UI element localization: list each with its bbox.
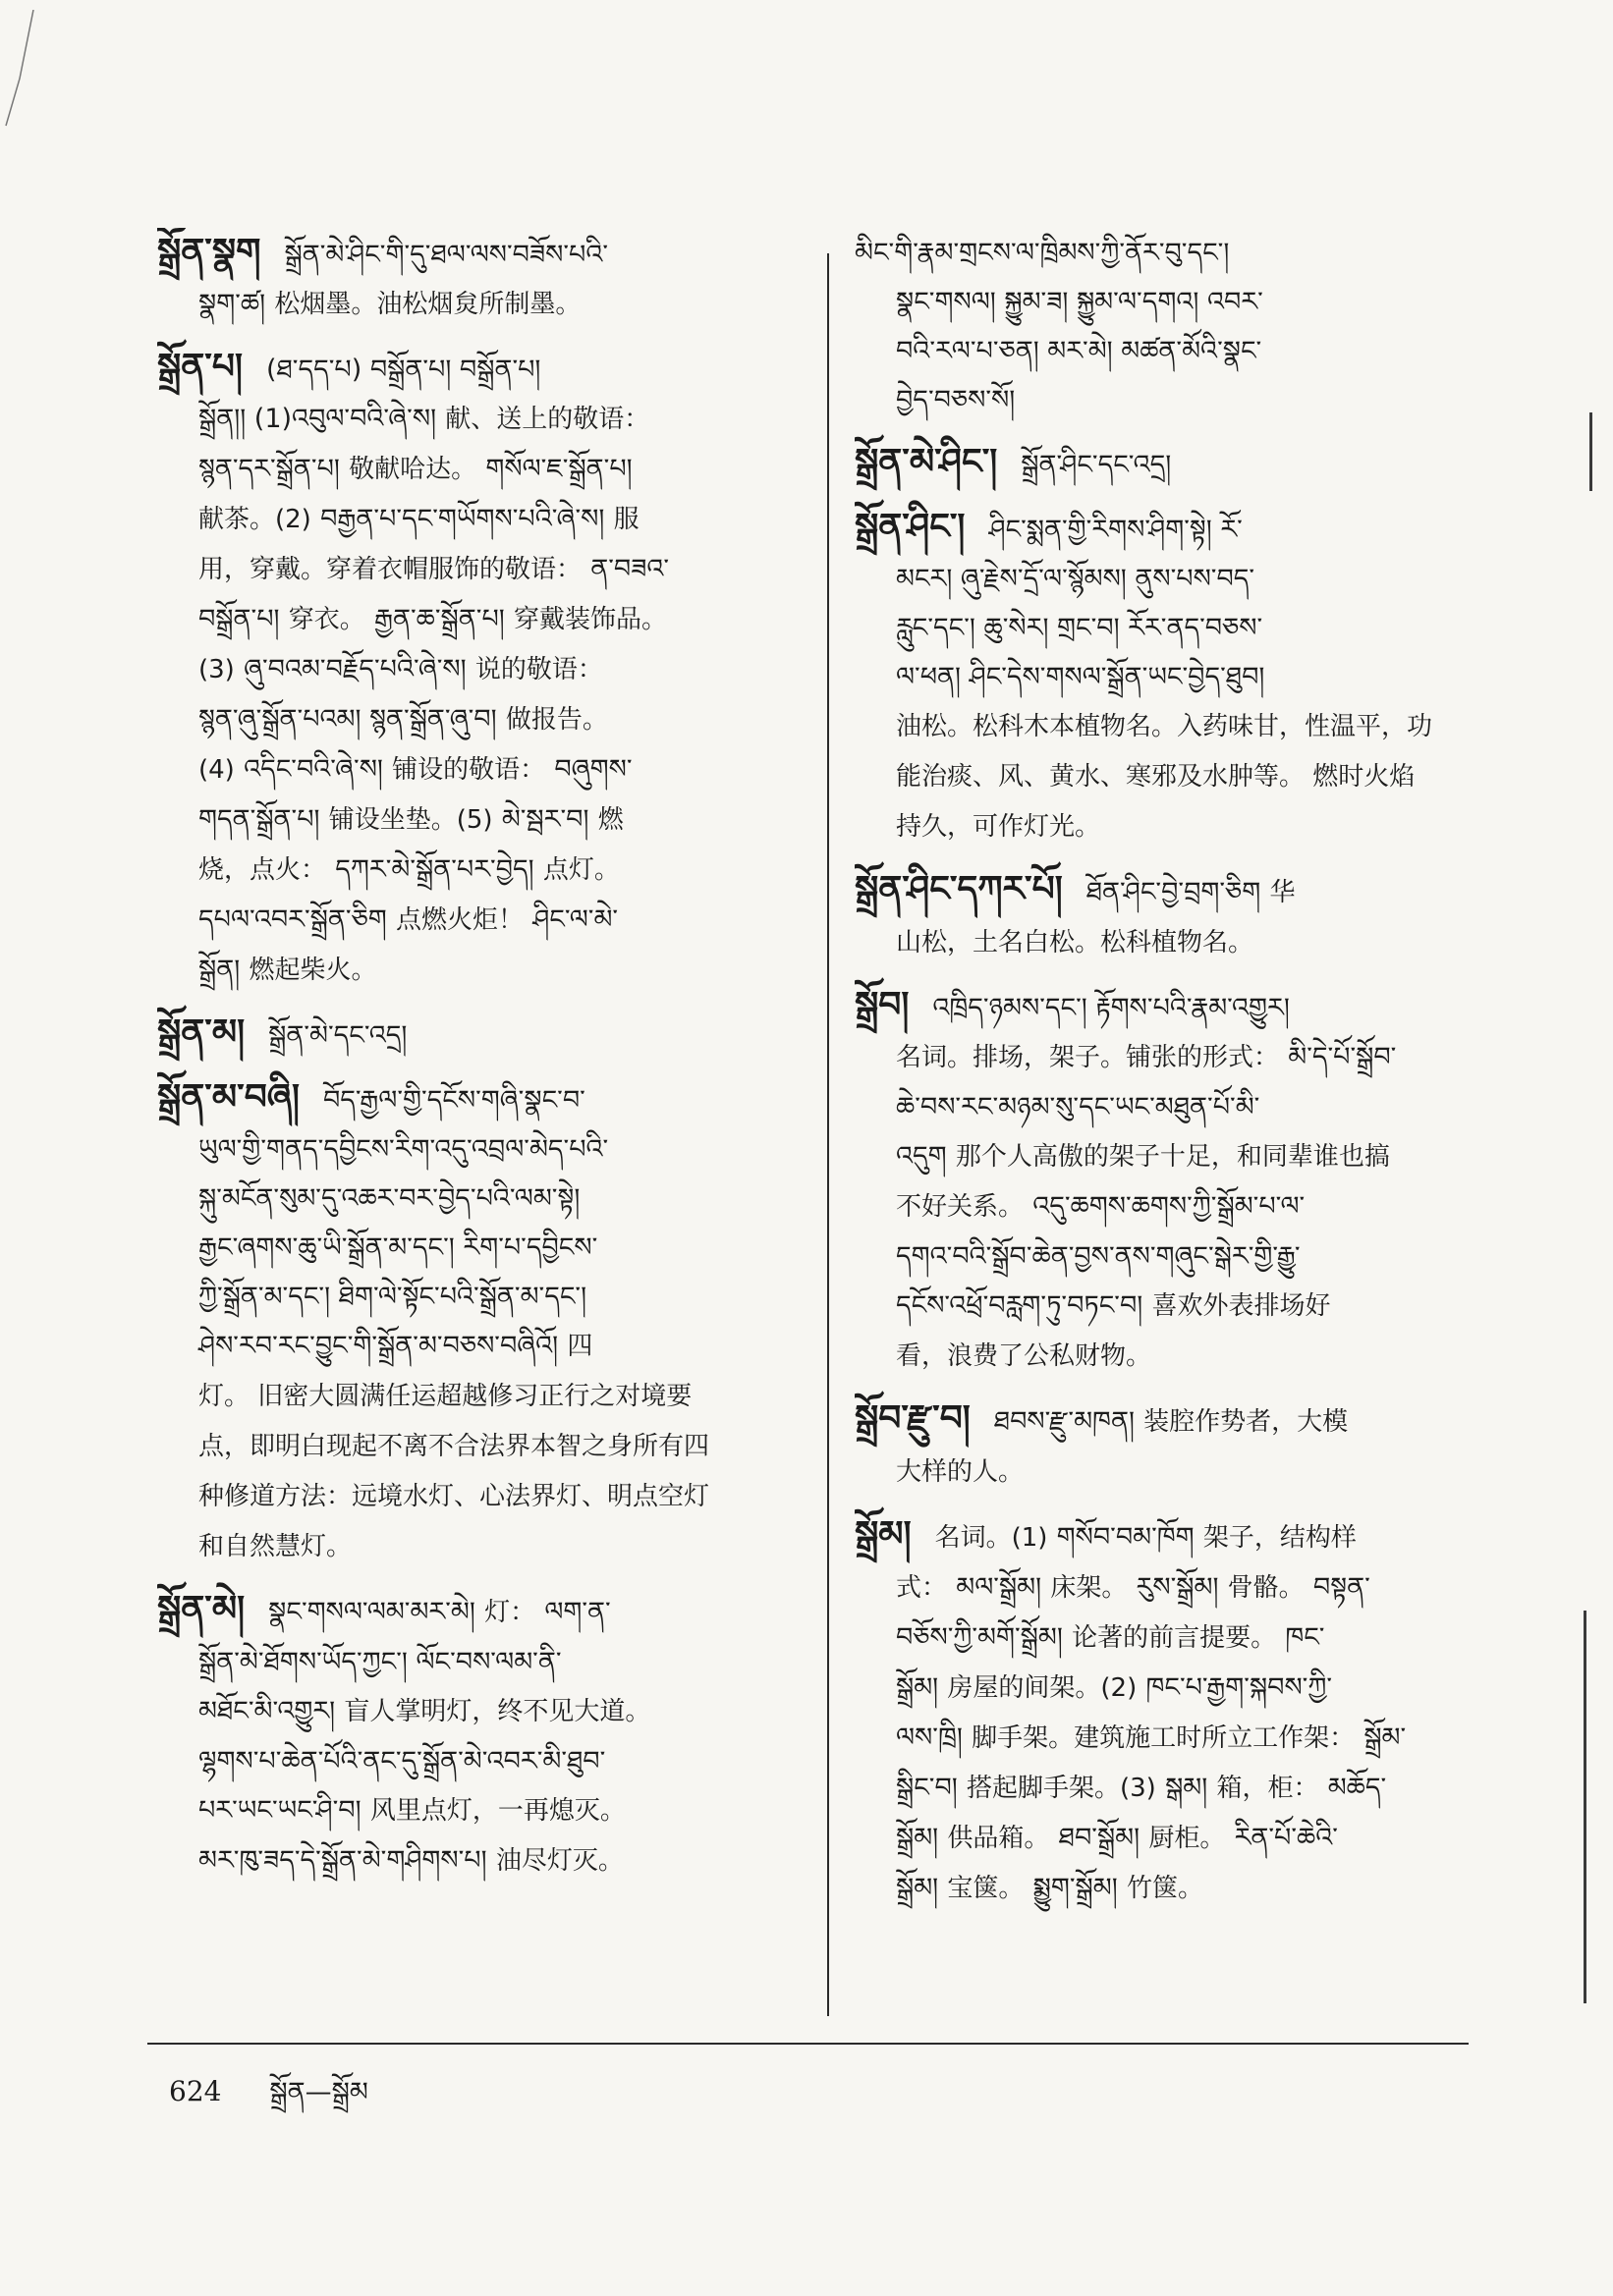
entry-line <box>855 1131 1483 1181</box>
chinese-text: 点燃火炬！ <box>395 905 524 935</box>
chinese-text: 用，穿戴。穿着衣帽服饰的敬语： <box>198 555 583 584</box>
tibetan-text: སྒྲོན་མེ་ཤིང་གི་དུ་ཐལ་ལས་བཟོས་པའི་ <box>284 240 609 270</box>
dictionary-entry <box>855 865 1483 967</box>
tibetan-text: གསོལ་ཇ་སྒྲོན་པ། <box>485 454 633 484</box>
entry-line <box>855 1394 1483 1447</box>
entry-line <box>157 1637 804 1686</box>
chinese-text: 灯： <box>484 1598 536 1627</box>
tibetan-text: (ཐ་དད་པ) བསྒྲོན་པ། བསྒྲོན་པ། <box>265 355 541 385</box>
chinese-text: (3) <box>198 655 235 684</box>
chinese-text: 穿衣。 <box>288 605 365 634</box>
footer-rule <box>147 2043 1469 2045</box>
entry-line <box>855 1032 1483 1082</box>
tibetan-text: དངོས་འཕྲོ་བརླག་ཏུ་བཏང་བ། <box>896 1290 1143 1321</box>
chinese-text: 四 <box>567 1332 593 1361</box>
tibetan-text: ཤེས་རབ་རང་བྱུང་གི་སྒྲོན་མ་བཅས་བཞིའོ། <box>198 1331 559 1361</box>
tibetan-text: བསྟན་ <box>1312 1572 1370 1603</box>
tibetan-text: དཔལ་འབར་སྒྲོན་ཅིག <box>198 904 387 935</box>
entry-line <box>157 1174 804 1223</box>
chinese-text: 燃起柴火。 <box>249 956 377 985</box>
entry-line <box>855 1863 1483 1913</box>
tibetan-text: སྒྲོན་མེ་དང་འདྲ། <box>268 1020 408 1051</box>
chinese-text: 名词。(1) <box>934 1523 1048 1553</box>
entry-line <box>157 1009 804 1060</box>
chinese-text: 油尽灯灭。 <box>495 1846 624 1876</box>
chinese-text: 种修道方法：远境水灯、心法界灯、明点空灯 <box>198 1482 710 1511</box>
chinese-text: 能治痰、风、黄水、寒邪及水肿等。 燃时火焰 <box>896 762 1416 792</box>
tibetan-text: བོད་རྒྱལ་གྱི་དངོས་གཞི་སྣང་བ་ <box>322 1085 585 1116</box>
entry-line <box>855 865 1483 917</box>
entry-line <box>855 1663 1483 1713</box>
page-footer <box>169 2062 368 2137</box>
entry-line <box>855 917 1483 967</box>
chinese-text: 服 <box>613 505 640 534</box>
tibetan-text: སྣག་ཚ། <box>198 289 266 319</box>
entry-line <box>157 644 804 694</box>
tibetan-text: ཆེ་བས་རང་མཉམ་སུ་དང་ཡང་མཐུན་པོ་མི་ <box>896 1092 1260 1122</box>
chinese-text: 喜欢外表排场好 <box>1151 1291 1331 1321</box>
chinese-text: 山松，土名白松。松科植物名。 <box>896 928 1254 957</box>
entry-line <box>157 343 804 394</box>
tibetan-text: སྙན་དར་སྒྲོན་པ། <box>198 454 340 484</box>
tibetan-text: ཁང་པ་རྒྱག་སྐབས་ཀྱི་ <box>1145 1672 1333 1703</box>
page-number: 624 <box>169 2075 222 2107</box>
dictionary-entry <box>157 1585 804 1886</box>
tibetan-text: མི་དེ་པོ་སྒྲོབ་ <box>1288 1042 1397 1072</box>
entry-line <box>855 1510 1483 1562</box>
column-divider <box>827 253 829 2016</box>
chinese-text: 敬献哈达。 <box>349 455 477 484</box>
right-column <box>855 228 1483 2025</box>
chinese-text: 持久，可作灯光。 <box>896 812 1101 842</box>
entry-line <box>855 701 1483 751</box>
dictionary-entry <box>157 1073 804 1571</box>
chinese-text: 烧，点火： <box>198 855 327 885</box>
tibetan-text: སྒྲིང་བ། <box>896 1773 958 1803</box>
entry-line <box>157 494 804 544</box>
headword: སྒྲོན་མ་བཞི། <box>157 1077 300 1118</box>
entry-line <box>855 1813 1483 1863</box>
chinese-text: (4) <box>198 755 235 785</box>
tibetan-text: རིན་པོ་ཆེའི་ <box>1234 1823 1338 1853</box>
entry-line <box>157 1736 804 1785</box>
headword: སྒྲོན་མེ་ཤིང་། <box>855 442 998 482</box>
entry-line <box>157 1321 804 1371</box>
page-crease-mark <box>0 10 39 128</box>
entry-line <box>855 1763 1483 1813</box>
chinese-text: 盲人掌明灯，终不见大道。 <box>344 1697 651 1726</box>
tibetan-text: བརྒྱན་པ་དང་གཡོགས་པའི་ཞེ་ས། <box>320 504 605 534</box>
tibetan-text: ན་བཟའ་ <box>590 554 670 584</box>
entry-line <box>157 1421 804 1471</box>
entry-line <box>855 1713 1483 1763</box>
tibetan-text: ལྷགས་པ་ཆེན་པོའི་ནང་དུ་སྒྲོན་མེ་འབར་མི་ཐུབ་ <box>198 1746 606 1777</box>
tibetan-text: སྣང་གསལ། སྐྱུམ་ཟ། སྐྱུམ་ལ་དགའ། འབར་ <box>896 287 1263 317</box>
entry-line <box>157 1521 804 1571</box>
tibetan-text: ཐབས་རྫུ་མཁན། <box>993 1406 1135 1437</box>
entry-line <box>157 394 804 444</box>
tibetan-text: ལས་ཁྲི། <box>896 1722 963 1753</box>
entry-line <box>855 1331 1483 1381</box>
tibetan-text: རྒྱང་ཞགས་ཆུ་ཡི་སྒྲོན་མ་དང་། རིག་པ་དབྱིངས་ <box>198 1232 598 1263</box>
chinese-text: 骨骼。 <box>1227 1573 1305 1603</box>
entry-line <box>157 1272 804 1321</box>
chinese-text: 床架。 <box>1050 1573 1128 1603</box>
dictionary-entry <box>157 343 804 995</box>
entry-line <box>855 1082 1483 1131</box>
chinese-text: 穿戴装饰品。 <box>513 605 667 634</box>
chinese-text: 不好关系。 <box>896 1192 1025 1222</box>
entry-line <box>157 594 804 644</box>
tibetan-text: སྒྲོན་ཤིང་དང་འདྲ། <box>1021 450 1172 480</box>
tibetan-text: མིང་གི་རྣམ་གྲངས་ལ་ཁྲིམས་ཀྱི་ནོར་བུ་དང་། <box>855 238 1230 268</box>
tibetan-text: རུས་སྒྲོམ། <box>1136 1572 1219 1603</box>
tibetan-text: ལ་ཕན། ཤིང་དེས་གསལ་སྒྲོན་ཡང་བྱེད་ཐུབ། <box>896 662 1265 692</box>
entry-line <box>855 751 1483 801</box>
chinese-text: 铺设坐垫。(5) <box>328 805 493 835</box>
chinese-text: 供品箱。 <box>947 1824 1050 1853</box>
tibetan-text: བའི་རལ་པ་ཅན། མར་མེ། མཚན་མོའི་སྣང་ <box>896 336 1262 366</box>
tibetan-text: སྒྲོམ། <box>896 1672 939 1703</box>
tibetan-text: ཡུལ་གྱི་གནད་དབྱིངས་རིག་འདུ་འབྲལ་མེད་པའི་ <box>198 1134 609 1165</box>
chinese-text: 说的敬语： <box>474 655 603 684</box>
entry-line <box>157 1835 804 1886</box>
chinese-text: 脚手架。建筑施工时所立工作架： <box>972 1723 1356 1753</box>
entry-line <box>855 1281 1483 1331</box>
entry-line <box>855 1613 1483 1663</box>
tibetan-text: བྱེད་བཅས་སོ། <box>896 385 1016 415</box>
tibetan-text: དཀར་མེ་སྒྲོན་པར་བྱེད། <box>335 854 534 885</box>
chinese-text: 点灯。 <box>542 855 620 885</box>
dictionary-entry <box>157 1009 804 1060</box>
tibetan-text: འཁྲིད་ཉམས་དང་། རྟོགས་པའི་རྣམ་འགྱུར། <box>932 993 1290 1023</box>
entry-line <box>855 801 1483 851</box>
entry-line <box>157 694 804 744</box>
tibetan-text: ཁང་ <box>1285 1622 1325 1653</box>
entry-line <box>157 794 804 845</box>
tibetan-text: གསོབ་བམ་ཁོག <box>1056 1522 1195 1553</box>
tibetan-text: ལག་ན་ <box>544 1597 611 1627</box>
entry-line <box>855 603 1483 652</box>
entry-line <box>157 1585 804 1637</box>
tibetan-text: བཅོས་ཀྱི་མགོ་སྒྲོམ། <box>896 1622 1063 1653</box>
chinese-text: 大样的人。 <box>896 1457 1025 1487</box>
tibetan-text: སྨྱུག་སྒྲོམ། <box>1032 1873 1118 1903</box>
dictionary-entry <box>855 981 1483 1381</box>
tibetan-text: སྒྲོམ། <box>896 1823 939 1853</box>
entry-line <box>157 1124 804 1174</box>
tibetan-text: སྒྲོམ། <box>896 1873 939 1903</box>
dictionary-entry <box>855 438 1483 489</box>
chinese-text: 搭起脚手架。(3) <box>967 1774 1156 1803</box>
chinese-text: 铺设的敬语： <box>392 755 546 785</box>
entry-line <box>157 444 804 494</box>
headword: སྒྲོན་མ། <box>157 1012 246 1053</box>
entry-line <box>855 981 1483 1032</box>
tibetan-text: ཤིང་ལ་མེ་ <box>532 904 619 935</box>
chinese-text: 论著的前言提要。 <box>1072 1623 1277 1653</box>
entry-line <box>157 1785 804 1835</box>
tibetan-text: ཐོན་ཤིང་བྱེ་བྲག་ཅིག <box>1085 877 1261 907</box>
dictionary-entry <box>855 1510 1483 1913</box>
chinese-text: 房屋的间架。(2) <box>947 1673 1138 1703</box>
tibetan-text: ཐབ་སྒྲོམ། <box>1058 1823 1140 1853</box>
headword: སྒྲོན་ཤིང་དཀར་པོ། <box>855 869 1063 909</box>
tibetan-text: སྒྲོམ་ <box>1363 1722 1407 1753</box>
tibetan-text: སྒྲོན་མེ་ཐོགས་ཡོད་ཀྱང་། ལོང་བས་ལམ་ནི་ <box>198 1647 562 1677</box>
entry-line <box>157 1223 804 1272</box>
tibetan-text: མེ་སྦར་བ། <box>501 804 589 835</box>
tibetan-text: དགའ་བའི་སྒྲོབ་ཆེན་བྱས་ནས་གཞུང་སྒེར་གྱི་རྒྱུ་ <box>896 1241 1301 1272</box>
tibetan-text: ཀྱི་སྒྲོན་མ་དང་། ཐིག་ལེ་སྟོང་པའི་སྒྲོན་མ་དང་། <box>198 1282 587 1312</box>
headword: སྒྲོན་སྣག <box>157 232 261 272</box>
entry-line <box>855 438 1483 489</box>
tibetan-text: སྙན་ཞུ་སྒྲོན་པའམ། སྙན་སྒྲོན་ཞུ་བ། <box>198 704 497 735</box>
dictionary-entry <box>855 1394 1483 1497</box>
entry-line <box>855 1562 1483 1613</box>
entry-line <box>157 544 804 594</box>
tibetan-text: འདུག <box>896 1141 947 1172</box>
entry-line <box>855 1231 1483 1281</box>
chinese-text: 做报告。 <box>505 705 608 735</box>
tibetan-text: སྒྲོན།། (1)འབུལ་བའི་ཞེ་ས། <box>198 404 437 434</box>
left-column <box>157 228 804 2025</box>
right-edge-mark <box>1584 1611 1586 2003</box>
tibetan-text: སྣང་གསལ་ལམ་མར་མེ། <box>268 1597 475 1627</box>
tibetan-text: རླུང་དང་། ཆུ་སེར། གྲང་བ། ཪོར་ནད་བཅས་ <box>896 613 1263 643</box>
tibetan-text: འདིང་བའི་ཞེ་ས། <box>244 754 383 785</box>
tibetan-text: བསྒྲོན་པ། <box>198 604 280 634</box>
tibetan-text: བཞུགས་ <box>554 754 633 785</box>
chinese-text: 和自然慧灯。 <box>198 1532 353 1561</box>
headword: སྒྲོན་པ། <box>157 347 243 387</box>
tibetan-text: ཞུ་བའམ་བརྗོད་པའི་ཞེ་ས། <box>244 654 467 684</box>
entry-line <box>157 1686 804 1736</box>
chinese-text: 油松。松科木本植物名。入药味甘，性温平，功 <box>896 712 1433 741</box>
tibetan-text: ཤིང་སྨན་གྱི་རིགས་ཤིག་སྟེ། རོ་ <box>988 515 1243 545</box>
headword: སྒྲོབ་རྫུ་བ། <box>855 1398 971 1439</box>
entry-line <box>855 1447 1483 1497</box>
entry-line <box>855 1181 1483 1231</box>
entry-line <box>855 652 1483 701</box>
chinese-text: 献茶。(2) <box>198 505 311 534</box>
tibetan-text: མཐོང་མི་འགྱུར། <box>198 1696 336 1726</box>
entry-line <box>157 845 804 895</box>
entry-line <box>855 228 1483 277</box>
headword: སྒྲོན་ཤིང་། <box>855 507 966 547</box>
right-edge-mark <box>1589 412 1592 491</box>
chinese-text: 名词。排场，架子。铺张的形式： <box>896 1043 1280 1072</box>
entry-line <box>157 228 804 279</box>
dictionary-entry <box>855 503 1483 851</box>
dictionary-entry <box>855 228 1483 424</box>
entry-line <box>157 279 804 329</box>
entry-line <box>157 895 804 945</box>
tibetan-text: མངར། ཞུ་རྗེས་དྲོ་ལ་སྙོམས། ནུས་པས་བད་ <box>896 564 1255 594</box>
entry-line <box>157 744 804 794</box>
entry-line <box>157 945 804 995</box>
tibetan-text: པར་ཡང་ཡང་ཤི་བ། <box>198 1795 362 1826</box>
tibetan-text: མར་ཁུ་ཟད་དེ་སྒྲོན་མེ་གཤིགས་པ། <box>198 1845 487 1876</box>
chinese-text: 厨柜。 <box>1148 1824 1226 1853</box>
chinese-text: 华 <box>1269 878 1296 907</box>
chinese-text: 式： <box>896 1573 948 1603</box>
tibetan-text: རྒྱན་ཆ་སྒྲོན་པ། <box>373 604 505 634</box>
tibetan-text: སྐུ་མངོན་སུམ་དུ་འཆར་བར་བྱེད་པའི་ལམ་སྟེ། <box>198 1183 581 1214</box>
chinese-text: 架子，结构样 <box>1202 1523 1357 1553</box>
chinese-text: 松烟墨。油松烟炱所制墨。 <box>274 290 582 319</box>
chinese-text: 宝箧。 <box>947 1874 1025 1903</box>
chinese-text: 献、送上的敬语： <box>445 405 650 434</box>
tibetan-text: མཆོད་ <box>1327 1773 1387 1803</box>
headword: སྒྲོན་མེ། <box>157 1589 246 1629</box>
entry-line <box>157 1371 804 1421</box>
chinese-text: 风里点灯，一再熄灭。 <box>369 1796 626 1826</box>
entry-line <box>157 1073 804 1124</box>
tibetan-text: སྒམ། <box>1165 1773 1208 1803</box>
chinese-text: 那个人高傲的架子十足，和同辈谁也搞 <box>955 1142 1390 1172</box>
entry-line <box>855 375 1483 424</box>
tibetan-text: གདན་སྒྲོན་པ། <box>198 804 320 835</box>
chinese-text: 燃 <box>597 805 624 835</box>
entry-line <box>855 277 1483 326</box>
chinese-text: 点，即明白现起不离不合法界本智之身所有四 <box>198 1432 710 1461</box>
running-head: སྒྲོན—སྒྲོམ <box>269 2077 368 2107</box>
entry-line <box>855 554 1483 603</box>
chinese-text: 灯。 旧密大圆满任运超越修习正行之对境要 <box>198 1382 693 1411</box>
dictionary-entry <box>157 228 804 329</box>
entry-line <box>157 1471 804 1521</box>
tibetan-text: སྒྲོན། <box>198 955 241 985</box>
headword: སྒྲོབ། <box>855 985 910 1025</box>
chinese-text: 竹箧。 <box>1126 1874 1203 1903</box>
chinese-text: 箱，柜： <box>1216 1774 1319 1803</box>
entry-line <box>855 326 1483 375</box>
chinese-text: 装腔作势者，大模 <box>1143 1407 1349 1437</box>
headword: སྒྲོམ། <box>855 1514 912 1555</box>
entry-line <box>855 503 1483 554</box>
chinese-text: 看，浪费了公私财物。 <box>896 1341 1152 1371</box>
tibetan-text: འདུ་ཆགས་ཆགས་ཀྱི་སྒྲོམ་པ་ལ་ <box>1032 1191 1306 1222</box>
tibetan-text: མལ་སྒྲོམ། <box>956 1572 1042 1603</box>
